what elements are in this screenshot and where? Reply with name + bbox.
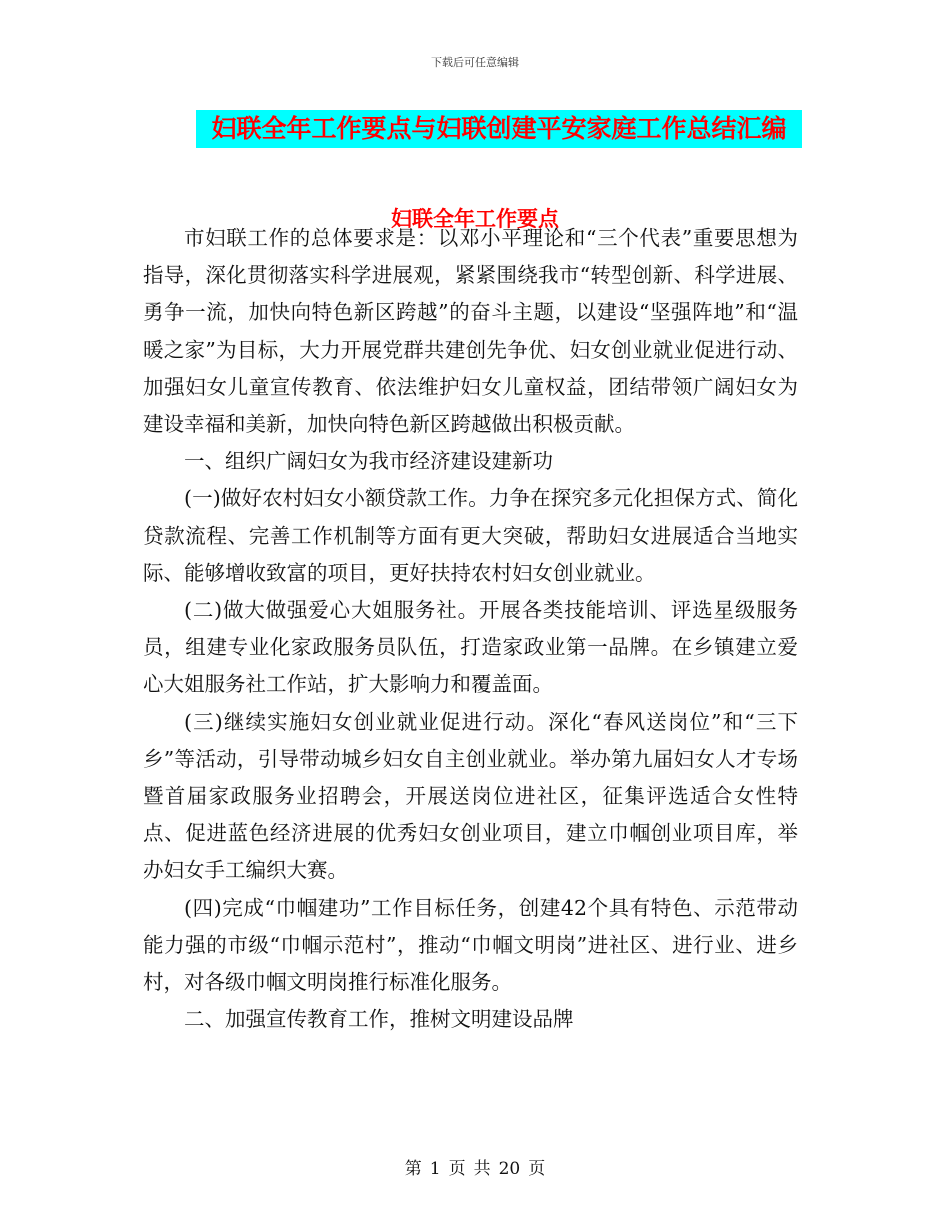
item-four-paragraph: (四)完成“巾帼建功”工作目标任务，创建42个具有特色、示范带动能力强的市级“巾帼示范村”，推动“巾帼文明岗”进社区、进行业、进乡村，对各级巾帼文明岗推行标准化服务。 bbox=[143, 895, 798, 995]
page-header-note: 下载后可任意编辑 bbox=[431, 56, 519, 69]
heading-part-two: 二、加强宣传教育工作，推树文明建设品牌 bbox=[184, 1007, 574, 1032]
page-number: 1 bbox=[429, 1159, 441, 1179]
page-label: 第 bbox=[404, 1159, 422, 1179]
total-label: 共 bbox=[473, 1159, 491, 1179]
item-three-paragraph: (三)继续实施妇女创业就业促进行动。深化“春风送岗位”和“三下乡”等活动，引导带动城乡妇女自主创业就业。举办第九届妇女人才专场暨首届家政服务业招聘会，开展送岗位进社区，征集评选适合女性特点、促进蓝色经济进展的优秀妇女创业项目，建立巾帼创业项目库，举办妇女手工编织大赛。 bbox=[143, 709, 798, 883]
total-unit: 页 bbox=[528, 1159, 546, 1179]
document-body bbox=[143, 220, 798, 1038]
section-title: 妇联全年工作要点 bbox=[391, 207, 559, 231]
page-unit: 页 bbox=[448, 1159, 466, 1179]
document-title: 妇联全年工作要点与妇联创建平安家庭工作总结汇编 bbox=[196, 110, 802, 148]
item-two-paragraph: (二)做大做强爱心大姐服务社。开展各类技能培训、评选星级服务员，组建专业化家政服务员队伍，打造家政业第一品牌。在乡镇建立爱心大姐服务社工作站，扩大影响力和覆盖面。 bbox=[143, 598, 798, 697]
heading-part-one: 一、组织广阔妇女为我市经济建设建新功 bbox=[184, 449, 553, 474]
item-one-paragraph: (一)做好农村妇女小额贷款工作。力争在探究多元化担保方式、简化贷款流程、完善工作机制等方面有更大突破，帮助妇女进展适合当地实际、能够增收致富的项目，更好扶持农村妇女创业就业。 bbox=[143, 486, 798, 585]
total-pages: 20 bbox=[498, 1159, 521, 1179]
page-footer bbox=[0, 1154, 950, 1179]
intro-paragraph: 市妇联工作的总体要求是：以邓小平理论和“三个代表”重要思想为指导，深化贯彻落实科学进展观，紧紧围绕我市“转型创新、科学进展、勇争一流，加快向特色新区跨越”的奋斗主题，以建设“坚强阵地”和“温暖之家”为目标，大力开展党群共建创先争优、妇女创业就业促进行动、加强妇女儿童宣传教育、依法维护妇女儿童权益，团结带领广阔妇女为建设幸福和美新，加快向特色新区跨越做出积极贡献。 bbox=[143, 226, 798, 437]
